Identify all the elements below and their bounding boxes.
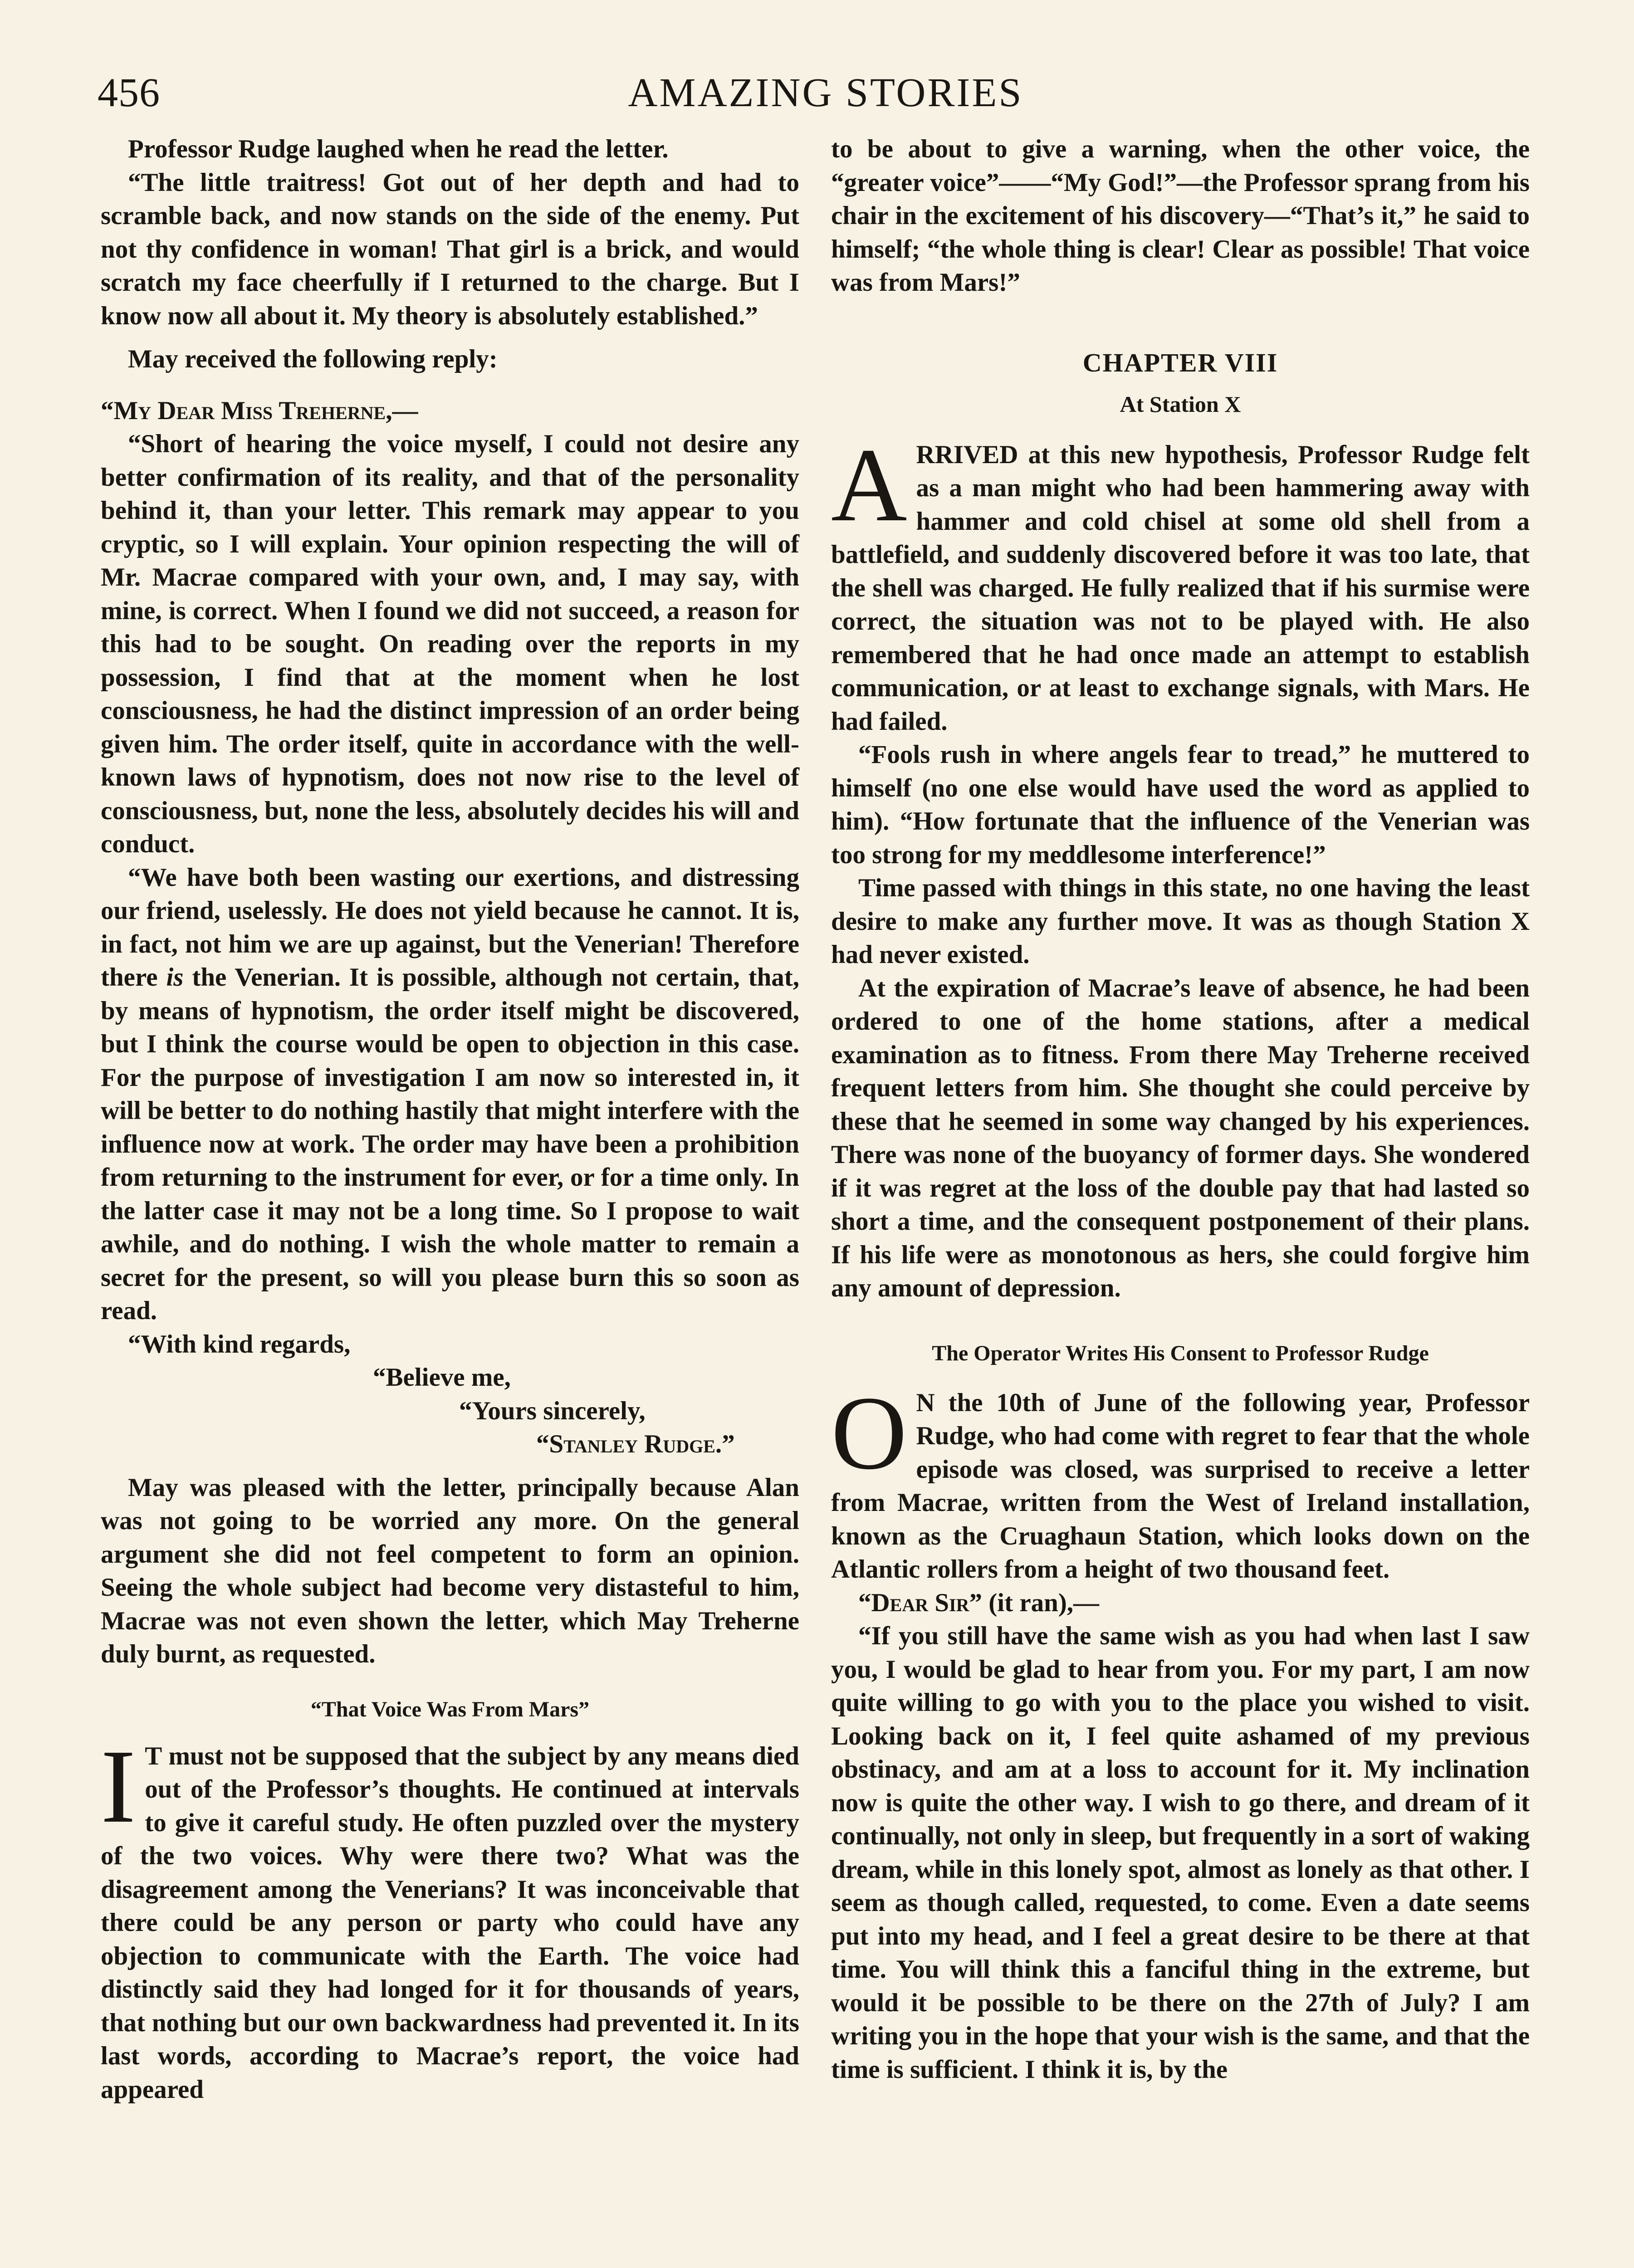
- text-run: (it ran),—: [988, 1588, 1100, 1617]
- text-run: the Venerian. It is possible, although not certain, that, by means of hypnotism, the order itself might be discovered, but I think the course would be open to objection in this case. For the purpose of investigation I am now so interested in, it will be better to do nothing hastily that might interfere with the influence now at work. The order may have been a prohibition from returning to the instrument for ever, or for a time only. In the latter case it may not be a long time. So I propose to wait awhile, and do nothing. I wish the whole matter to remain a secret for the present, so will you please burn this so soon as read.: [101, 963, 800, 1325]
- text-run: T must not be supposed that the subject by any means died out of the Professor’s thoughts. He continued at intervals to give it careful study. He often puzzled over the mystery of the two voices. Why were there two? What was the disagreement among the Venerians? It was inconceivable that there could be any person or party who could have any objection to communicate with the Earth. The voice had distinctly said they had longed for it for thousands of years, that nothing but our own backwardness had prevented it. In its last words, according to Macrae’s report, the voice had appeared: [101, 1741, 799, 2104]
- italic-word: is: [166, 963, 184, 992]
- text-run: RRIVED at this new hypothesis, Professor Rudge felt as a man might who had been hammering away with hammer and cold chisel at some old shell from a battlefield, and suddenly discovered before it was too late, that the shell was charged. He fully realized that if his surmise were correct, the situation was not to be played with. He also remembered that he had once made an attempt to establish communication, or at least to exchange signals, with Mars. He had failed.: [831, 440, 1530, 736]
- paragraph: Time passed with things in this state, no one having the least desire to make any further move. It was as though Station X had never existed.: [831, 874, 1530, 969]
- magazine-title: AMAZING STORIES: [628, 70, 1023, 115]
- section-heading: The Operator Writes His Consent to Professor Rudge: [932, 1341, 1429, 1365]
- page-header: [98, 68, 1554, 118]
- paragraph: [101, 861, 799, 1328]
- paragraph-with-dropcap: [831, 426, 1530, 738]
- drop-cap: I: [101, 1728, 136, 1845]
- signature: “Stanley Rudge.”: [536, 1430, 735, 1458]
- paragraph: “If you still have the same wish as you had when last I saw you, I would be glad to hear from you. For my part, I am now quite willing to go with you to the place you wished to visit. Looking back on it, I feel quite ashamed of my previous obstinacy, and am at a loss to account for it. My inclination now is quite the other way. I wish to go there, and dream of it continually, not only in sleep, but frequently in a sort of waking dream, while in this lonely spot, almost as lonely as that other. I seem as though called, requested, to come. Even a date seems put into my head, and I feel a great desire to be there at that time. You will think this a fanciful thing in the extreme, but would it be possible to be there on the 27th of July? I am writing you in the hope that your wish is the same, and that the time is sufficient. I think it is, by the: [831, 1622, 1530, 2084]
- paragraph: “The little traitress! Got out of her depth and had to scramble back, and now stands on the side of the enemy. Put not thy confidence in woman! That girl is a brick, and would scratch my face cheerfully if I returned to the charge. But I know now all about it. My theory is absolutely established.”: [101, 168, 799, 330]
- paragraph: May received the following reply:: [128, 345, 498, 373]
- salutation-text: “Dear Sir”: [858, 1588, 983, 1617]
- chapter-subtitle: At Station X: [1120, 391, 1241, 417]
- paragraph: to be about to give a warning, when the other voice, the “greater voice”——“My God!”—the Professor sprang from his chair in the excitement of his discovery—“That’s it,” he said to himself; “the whole thing is clear! Clear as possible! That voice was from Mars!”: [831, 135, 1530, 297]
- chapter-title: CHAPTER VIII: [1082, 347, 1278, 377]
- signoff-line: “Believe me,: [373, 1363, 511, 1392]
- section-heading: “That Voice Was From Mars”: [310, 1697, 590, 1721]
- text-run: N the 10th of June of the following year, Professor Rudge, who had come with regret to fear that the whole episode was closed, was surprised to receive a letter from Macrae, written from the West of Ireland installation, known as the Cruaghaun Station, which looks down on the Atlantic rollers from a height of two thousand feet.: [831, 1388, 1530, 1584]
- letter-salutation: [831, 1586, 1530, 1620]
- letter-salutation: [101, 394, 799, 428]
- paragraph: “Short of hearing the voice myself, I could not desire any better confirmation of its reality, and that of the personality behind it, than your letter. This remark may appear to you cryptic, so I will explain. Your opinion respecting the will of Mr. Macrae compared with your own, and, I may say, with mine, is correct. When I found we did not succeed, a reason for this had to be sought. On reading over the reports in my possession, I find that at the moment when he lost consciousness, he had the distinct impression of an order being given him. The order itself, quite in accordance with the well-known laws of hypnotism, does not now rise to the level of consciousness, but, none the less, absolutely decides his will and conduct.: [101, 430, 799, 858]
- page-number: 456: [98, 70, 160, 115]
- paragraph: At the expiration of Macrae’s leave of absence, he had been ordered to one of the home stations, after a medical examination as to fitness. From there May Treherne received frequent letters from him. She thought she could perceive by these that he seemed in some way changed by his experiences. There was none of the buoyancy of former days. She wondered if it was regret at the loss of the double pay that had lasted so short a time, and the consequent postponement of their plans. If his life were as monotonous as hers, she could forgive him any amount of depression.: [831, 973, 1530, 1302]
- signoff-line: “Yours sincerely,: [459, 1396, 646, 1425]
- signoff-line: “With kind regards,: [128, 1330, 351, 1359]
- paragraph: May was pleased with the letter, principally because Alan was not going to be worried any more. On the general argument she did not feel competent to form an opinion. Seeing the whole subject had become very distasteful to him, Macrae was not even shown the letter, which May Treherne duly burnt, as requested.: [101, 1473, 799, 1668]
- paragraph-with-dropcap: [101, 1728, 799, 2107]
- salutation-text: “My Dear Miss Treherne,—: [101, 396, 418, 425]
- left-column: [101, 132, 799, 2268]
- paragraph: “Fools rush in where angels fear to tread,” he muttered to himself (no one else would have used the word as applied to him). “How fortunate that the influence of the Venerian was too strong for my meddlesome interference!”: [831, 740, 1530, 869]
- right-column: [831, 132, 1530, 2268]
- text-run: “We have both been wasting our exertions, and distressing our friend, uselessly. He does not yield because he cannot. It is, in fact, not him we are up against, but the Venerian! Therefore there: [101, 863, 799, 992]
- paragraph-with-dropcap: [831, 1374, 1530, 1586]
- paragraph: Professor Rudge laughed when he read the letter.: [128, 135, 669, 163]
- drop-cap: O: [831, 1374, 907, 1491]
- drop-cap: A: [831, 426, 907, 543]
